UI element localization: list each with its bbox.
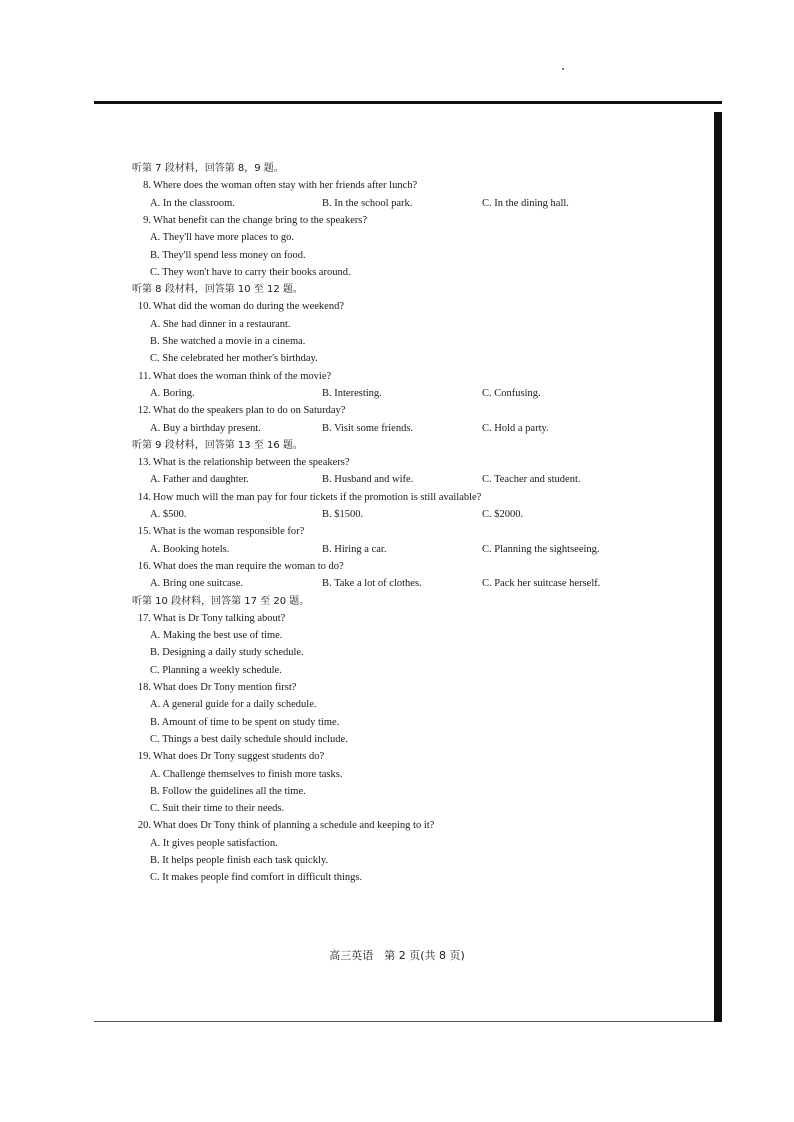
answer-option: C. She celebrated her mother's birthday. xyxy=(150,353,318,365)
question-stem xyxy=(132,404,345,417)
answer-option: C. Suit their time to their needs. xyxy=(150,803,285,815)
question-text: What does the man require the woman to do? xyxy=(153,560,344,572)
answer-option: A. Buy a birthday present. xyxy=(150,422,261,434)
question-text: What is Dr Tony talking about? xyxy=(153,612,286,624)
question-text: What does Dr Tony think of planning a schedule and keeping to it? xyxy=(153,820,435,832)
question-text: What did the woman do during the weekend? xyxy=(153,301,344,313)
answer-option: B. Hiring a car. xyxy=(322,543,387,555)
answer-option: B. She watched a movie in a cinema. xyxy=(150,336,306,347)
answer-option: A. Making the best use of time. xyxy=(150,630,283,642)
question-stem xyxy=(132,179,417,192)
answer-option: A. $500. xyxy=(150,509,187,520)
question-number: 19. xyxy=(137,751,151,763)
question-stem xyxy=(132,612,285,625)
answer-option: A. A general guide for a daily schedule. xyxy=(150,699,317,711)
question-text: Where does the woman often stay with her friends after lunch? xyxy=(153,180,418,192)
question-stem xyxy=(132,750,324,763)
answer-option: C. Confusing. xyxy=(482,387,541,399)
section-heading: 听第 7 段材料，回答第 8，9 题。 xyxy=(132,163,284,174)
answer-option: C. Hold a party. xyxy=(482,422,549,434)
question-text: What is the relationship between the speakers? xyxy=(153,457,350,469)
question-number: 18. xyxy=(137,682,151,693)
question-number: 9. xyxy=(143,214,151,226)
answer-option: A. Challenge themselves to finish more tasks. xyxy=(150,768,343,780)
answer-option: B. Take a lot of clothes. xyxy=(322,578,422,590)
question-stem xyxy=(132,819,434,832)
answer-option: B. It helps people finish each task quickly. xyxy=(150,855,329,866)
scan-right-edge xyxy=(714,112,722,1022)
answer-option: A. Booking hotels. xyxy=(150,543,230,555)
answer-option: A. Father and daughter. xyxy=(150,474,249,486)
answer-option: C. Pack her suitcase herself. xyxy=(482,578,601,590)
question-stem xyxy=(132,491,481,504)
question-stem xyxy=(132,300,344,313)
top-rule xyxy=(94,101,722,104)
question-number: 15. xyxy=(137,526,151,538)
page-footer: 高三英语 第 2 页(共 8 页) xyxy=(329,949,465,962)
question-text: What does the woman think of the movie? xyxy=(153,370,332,382)
bottom-rule xyxy=(94,1021,714,1022)
scan-speck xyxy=(562,68,564,70)
question-stem xyxy=(132,525,304,538)
question-text: How much will the man pay for four tickets if the promotion is still available? xyxy=(153,491,482,503)
question-number: 11. xyxy=(138,370,151,382)
question-text: What do the speakers plan to do on Saturday? xyxy=(153,405,346,417)
answer-option: C. Planning the sightseeing. xyxy=(482,543,600,555)
answer-option: C. Planning a weekly schedule. xyxy=(150,664,282,676)
question-stem xyxy=(132,214,367,227)
answer-option: B. Husband and wife. xyxy=(322,474,414,486)
answer-option: B. Interesting. xyxy=(322,387,382,399)
answer-option: B. They'll spend less money on food. xyxy=(150,249,306,261)
question-stem xyxy=(132,681,296,694)
answer-option: C. Things a best daily schedule should include. xyxy=(150,733,348,745)
question-text: What does Dr Tony suggest students do? xyxy=(153,751,325,763)
section-heading: 听第 8 段材料，回答第 10 至 12 题。 xyxy=(132,284,303,296)
question-number: 10. xyxy=(137,301,151,313)
answer-option: B. In the school park. xyxy=(322,197,413,209)
answer-option: C. They won't have to carry their books around. xyxy=(150,266,351,278)
question-number: 17. xyxy=(137,612,151,624)
question-stem xyxy=(132,560,344,573)
question-number: 13. xyxy=(137,457,151,469)
answer-option: A. In the classroom. xyxy=(150,197,235,209)
answer-option: B. Follow the guidelines all the time. xyxy=(150,785,306,797)
answer-option: B. $1500. xyxy=(322,509,364,520)
answer-option: B. Amount of time to be spent on study time. xyxy=(150,716,340,728)
answer-option: A. Boring. xyxy=(150,387,195,399)
question-number: 8. xyxy=(143,180,151,192)
answer-option: C. $2000. xyxy=(482,509,524,520)
question-text: What is the woman responsible for? xyxy=(153,526,305,538)
answer-option: C. Teacher and student. xyxy=(482,474,581,486)
answer-option: A. It gives people satisfaction. xyxy=(150,837,278,849)
answer-option: B. Visit some friends. xyxy=(322,422,414,434)
answer-option: A. She had dinner in a restaurant. xyxy=(150,318,291,330)
question-text: What does Dr Tony mention first? xyxy=(153,682,297,693)
question-stem xyxy=(132,370,331,383)
answer-option: A. Bring one suitcase. xyxy=(150,578,244,590)
answer-option: B. Designing a daily study schedule. xyxy=(150,647,304,659)
question-stem xyxy=(132,456,350,469)
question-number: 20. xyxy=(137,820,151,832)
section-heading: 听第 10 段材料，回答第 17 至 20 题。 xyxy=(132,595,310,607)
question-number: 16. xyxy=(137,560,151,572)
question-number: 14. xyxy=(137,491,151,503)
answer-option: C. In the dining hall. xyxy=(482,197,569,209)
question-text: What benefit can the change bring to the speakers? xyxy=(153,214,367,226)
question-number: 12. xyxy=(137,405,151,417)
section-heading: 听第 9 段材料，回答第 13 至 16 题。 xyxy=(132,439,303,451)
answer-option: C. It makes people find comfort in difficult things. xyxy=(150,872,363,884)
answer-option: A. They'll have more places to go. xyxy=(150,232,294,244)
